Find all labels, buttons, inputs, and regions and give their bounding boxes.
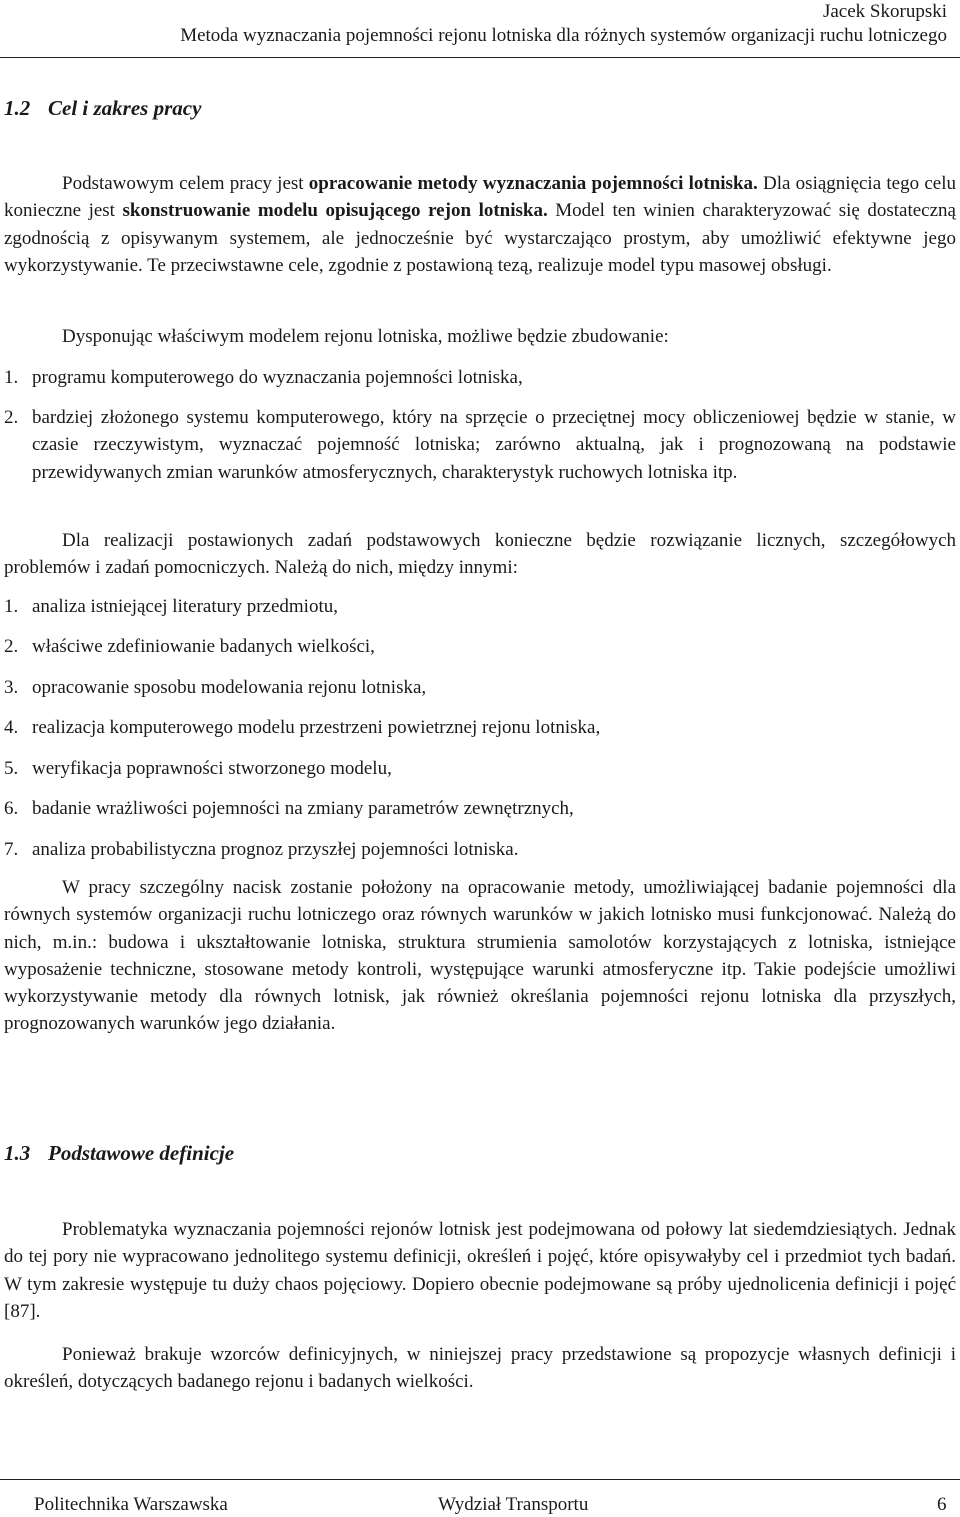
paragraph-intro-list bbox=[4, 323, 956, 350]
paragraph-focus bbox=[4, 874, 956, 1038]
footer-university: Politechnika Warszawska bbox=[34, 1494, 228, 1515]
model-sentence-pre: Dla osiągnięcia tego celu konieczne jest bbox=[4, 173, 956, 222]
list-item: 7. analiza probabilistyczna prognoz przyszłej pojemności lotniska. bbox=[4, 839, 519, 860]
list-item: 2. bardziej złożonego systemu komputerowego, który na sprzęcie o przeciętnej mocy obliczeniowej będzie w stanie, w czasie rzeczywistym, wyznaczać pojemność lotniska; zarówno aktualną, jak i prognozowaną na podstawie przewidywanych zmian warunków atmosferycznych, charakterystyk ruchowych lotniska itp. bbox=[4, 407, 956, 483]
header-title: Metoda wyznaczania pojemności rejonu lotniska dla różnych systemów organizacji ruchu lotniczego bbox=[180, 25, 947, 46]
problem-text: Problematyka wyznaczania pojemności rejonów lotnisk jest podejmowana od połowy lat siedemdziesiątych. Jednak do tej pory nie wypracowano jednolitego systemu definicji, określeń i pojęć, które opisywałyby cel i przedmiot tych badań. W tym zakresie występuje tu duży chaos pojęciowy. Dopiero obecnie podejmowane są próby ujednolicenia definicji i pojęć [87]. bbox=[4, 1219, 956, 1322]
list-item: 2. właściwe zdefiniowanie badanych wielkości, bbox=[4, 636, 375, 657]
paragraph-definitions bbox=[4, 1341, 956, 1396]
section-number: 1.3 bbox=[4, 1141, 31, 1165]
header-rule bbox=[0, 57, 960, 58]
intro-list-text: Dysponując właściwym modelem rejonu lotniska, możliwe będzie zbudowanie: bbox=[62, 326, 669, 347]
list-item: 1. analiza istniejącej literatury przedmiotu, bbox=[4, 596, 338, 617]
paragraph-tasks bbox=[4, 527, 956, 582]
tasks-text: Dla realizacji postawionych zadań podstawowych konieczne będzie rozwiązanie licznych, szczegółowych problemów i zadań pomocniczych. Należą do nich, między innymi: bbox=[4, 530, 956, 579]
list-item: 5. weryfikacja poprawności stworzonego modelu, bbox=[4, 758, 392, 779]
section-title: Podstawowe definicje bbox=[48, 1141, 235, 1165]
paragraph-goal bbox=[4, 170, 956, 279]
paragraph-problem bbox=[4, 1216, 956, 1325]
focus-text: W pracy szczególny nacisk zostanie położony na opracowanie metody, umożliwiającej badanie pojemności dla równych systemów organizacji ruchu lotniczego oraz równych warunków w jakich lotnisko musi funkcjonować. Należą do nich, m.in.: budowa i ukształtowanie lotniska, struktura strumienia samolotów korzystających z lotniska, istniejące wyposażenie techniczne, stosowane metody kontroli, występujące warunki atmosferyczne itp. Takie podejście umożliwi wykorzystywanie metody dla równych lotnisk, jak również określania pojemności rejonu lotniska dla przyszłych, prognozowanych warunków jego działania. bbox=[4, 877, 956, 1035]
footer-faculty: Wydział Transportu bbox=[438, 1494, 589, 1515]
section-number: 1.2 bbox=[4, 96, 31, 120]
section-title: Cel i zakres pracy bbox=[48, 96, 202, 120]
list-item: 4. realizacja komputerowego modelu przestrzeni powietrznej rejonu lotniska, bbox=[4, 717, 601, 738]
list-item: 1. programu komputerowego do wyznaczania pojemności lotniska, bbox=[4, 367, 523, 388]
list-item: 3. opracowanie sposobu modelowania rejonu lotniska, bbox=[4, 677, 427, 698]
goal-sentence-pre: Podstawowym celem pracy jest bbox=[62, 173, 309, 194]
section-heading-1-3 bbox=[4, 1140, 234, 1166]
definitions-text: Ponieważ brakuje wzorców definicyjnych, w niniejszej pracy przedstawione są propozycje własnych definicji i określeń, dotyczących badanego rejonu i badanych wielkości. bbox=[4, 1344, 956, 1393]
header-author: Jacek Skorupski bbox=[822, 1, 947, 22]
page-number: 6 bbox=[937, 1494, 947, 1515]
model-sentence-bold: skonstruowanie modelu opisującego rejon lotniska. bbox=[122, 200, 548, 222]
list-item: 6. badanie wrażliwości pojemności na zmiany parametrów zewnętrznych, bbox=[4, 798, 574, 819]
section-heading-1-2 bbox=[4, 95, 201, 121]
page-header bbox=[0, 0, 947, 48]
model-description: Model ten winien charakteryzować się dostateczną zgodnością z opisywanym systemem, ale jednocześnie być wystarczająco prostym, aby umożliwić efektywne jego wykorzystywanie. Te przeciwstawne cele, zgodnie z postawioną tezą, realizuje model typu masowej obsługi. bbox=[4, 200, 956, 276]
goal-sentence-bold: opracowanie metody wyznaczania pojemności lotniska. bbox=[308, 173, 758, 194]
footer-rule bbox=[0, 1479, 960, 1480]
